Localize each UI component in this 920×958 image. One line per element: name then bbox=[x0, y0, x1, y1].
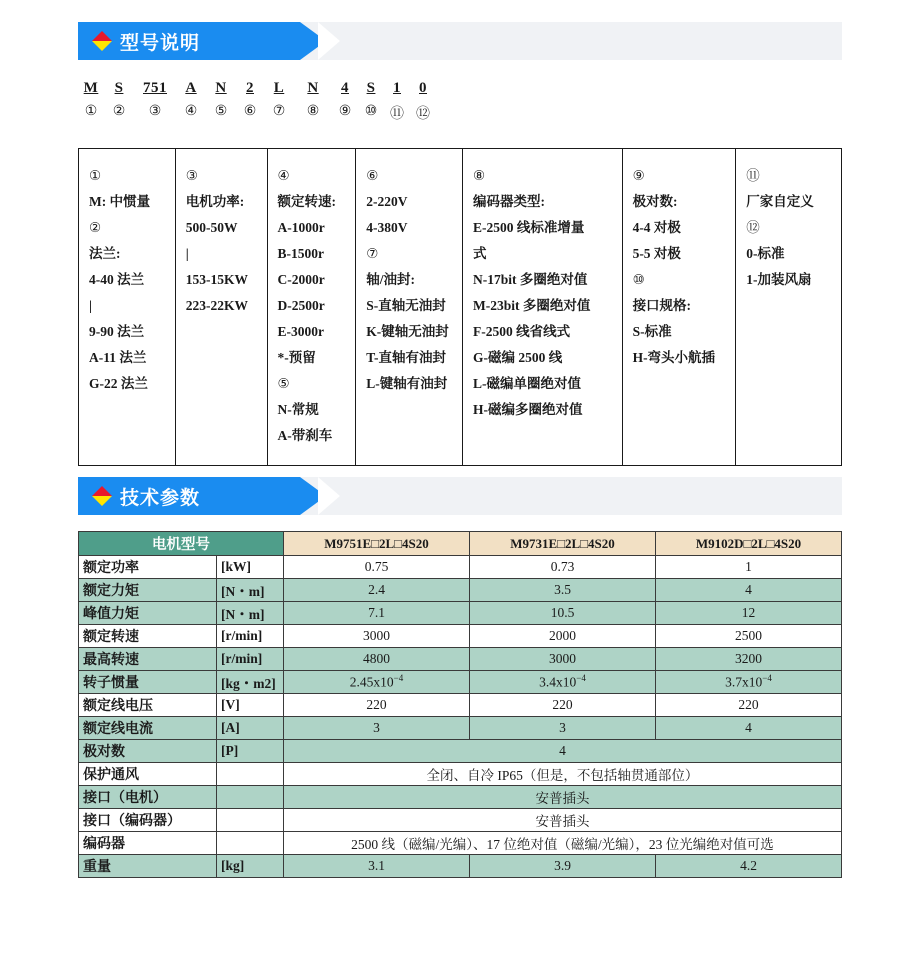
model-code-letter: 0 bbox=[419, 80, 427, 96]
row-value: 2000 bbox=[470, 625, 656, 648]
model-code-letter: S bbox=[114, 80, 124, 96]
model-code-letter: N bbox=[215, 80, 227, 96]
spec-line: 500-50W bbox=[185, 220, 238, 235]
row-value: 2500 bbox=[656, 625, 842, 648]
section-title-tech-params: 技术参数 bbox=[120, 487, 201, 509]
spec-line: 额定转速: bbox=[277, 194, 337, 209]
table-row bbox=[79, 832, 842, 855]
row-value: 0.73 bbox=[470, 556, 656, 579]
table-row bbox=[79, 556, 842, 579]
spec-line: H-磁编多圈绝对值 bbox=[473, 402, 583, 417]
table-row bbox=[79, 648, 842, 671]
row-value: 4800 bbox=[284, 648, 470, 671]
spec-line: 4-380V bbox=[366, 220, 408, 235]
spec-line: E-3000r bbox=[277, 324, 325, 339]
model-code-letter: S bbox=[366, 80, 376, 96]
spec-line: 223-22KW bbox=[185, 298, 248, 313]
row-value: 3000 bbox=[470, 648, 656, 671]
spec-line: C-2000r bbox=[277, 272, 325, 287]
spec-line: A-1000r bbox=[277, 220, 325, 235]
table-row bbox=[79, 671, 842, 694]
section-title-model-spec: 型号说明 bbox=[120, 32, 201, 54]
spec-line: S-标准 bbox=[632, 324, 672, 339]
model-code-letter: 2 bbox=[246, 80, 254, 96]
row-value: 12 bbox=[656, 602, 842, 625]
spec-line: 式 bbox=[473, 246, 487, 261]
table-row bbox=[79, 855, 842, 878]
model-code-index: ⑦ bbox=[272, 104, 286, 119]
row-value: 3.5 bbox=[470, 579, 656, 602]
spec-line: 0-标准 bbox=[746, 246, 785, 261]
spec-line: L-键轴有油封 bbox=[366, 376, 448, 391]
section-banner-model-spec bbox=[78, 22, 842, 60]
diamond-icon bbox=[92, 31, 112, 51]
row-value: 3000 bbox=[284, 625, 470, 648]
row-label: 额定线电压 bbox=[79, 694, 217, 717]
spec-line: 5-5 对极 bbox=[632, 246, 681, 261]
table-row bbox=[79, 763, 842, 786]
row-unit: [kW] bbox=[217, 556, 284, 579]
spec-line: 1-加装风扇 bbox=[746, 272, 812, 287]
row-value: 2.4 bbox=[284, 579, 470, 602]
row-value: $3.7x10^{-4}$ bbox=[656, 671, 842, 694]
spec-line: A-11 法兰 bbox=[89, 350, 147, 365]
model-code-segment bbox=[384, 80, 410, 123]
table-row bbox=[79, 602, 842, 625]
row-unit: [N・m] bbox=[217, 579, 284, 602]
spec-line: 法兰: bbox=[89, 246, 121, 261]
spec-line: M-23bit 多圈绝对值 bbox=[473, 298, 591, 313]
banner-blue-bar bbox=[78, 477, 300, 515]
model-code-index: ⑩ bbox=[364, 104, 378, 119]
spec-line: 编码器类型: bbox=[473, 194, 546, 209]
table-row bbox=[79, 809, 842, 832]
spec-index-marker: ⑪ bbox=[746, 168, 760, 183]
spec-line: L-磁编单圈绝对值 bbox=[473, 376, 582, 391]
model-code-segment bbox=[264, 80, 294, 123]
row-label: 额定力矩 bbox=[79, 579, 217, 602]
spec-line: 轴/油封: bbox=[366, 272, 416, 287]
spec-line: K-键轴无油封 bbox=[366, 324, 449, 339]
model-code-segment bbox=[410, 80, 436, 123]
section-banner-tech-params bbox=[78, 477, 842, 515]
row-value: 220 bbox=[284, 694, 470, 717]
row-unit bbox=[217, 763, 284, 786]
model-code-segment bbox=[236, 80, 264, 123]
model-spec-column bbox=[623, 149, 737, 465]
row-unit: [P] bbox=[217, 740, 284, 763]
row-label: 额定功率 bbox=[79, 556, 217, 579]
row-unit: [kg] bbox=[217, 855, 284, 878]
model-code-segment bbox=[294, 80, 332, 123]
spec-index-marker: ⑧ bbox=[473, 168, 486, 183]
spec-line: G-磁编 2500 线 bbox=[473, 350, 563, 365]
row-value: 220 bbox=[656, 694, 842, 717]
row-value: 220 bbox=[470, 694, 656, 717]
header-model-name: M9102D□2L□4S20 bbox=[656, 532, 842, 556]
table-row bbox=[79, 786, 842, 809]
row-value: $2.45x10^{-4}$ bbox=[284, 671, 470, 694]
model-code-index: ⑧ bbox=[306, 104, 320, 119]
model-spec-column bbox=[176, 149, 268, 465]
header-model-name: M9751E□2L□4S20 bbox=[284, 532, 470, 556]
model-code-segment bbox=[206, 80, 236, 123]
row-value: 3.1 bbox=[284, 855, 470, 878]
model-code-letter: 751 bbox=[143, 80, 167, 96]
spec-line: | bbox=[89, 298, 92, 313]
spec-line: N-常规 bbox=[277, 402, 319, 417]
row-value: 4 bbox=[656, 579, 842, 602]
row-value: 3 bbox=[470, 717, 656, 740]
spec-line: N-17bit 多圈绝对值 bbox=[473, 272, 588, 287]
spec-line: A-带刹车 bbox=[277, 428, 333, 443]
row-label: 极对数 bbox=[79, 740, 217, 763]
row-value: 7.1 bbox=[284, 602, 470, 625]
row-value: 3200 bbox=[656, 648, 842, 671]
table-row bbox=[79, 694, 842, 717]
row-label: 额定线电流 bbox=[79, 717, 217, 740]
spec-line: T-直轴有油封 bbox=[366, 350, 447, 365]
row-unit: [A] bbox=[217, 717, 284, 740]
spec-line: G-22 法兰 bbox=[89, 376, 148, 391]
row-value-merged: 安普插头 bbox=[284, 809, 842, 832]
spec-line: | bbox=[185, 246, 189, 261]
row-unit: [kg・m2] bbox=[217, 671, 284, 694]
row-value-merged: 全闭、自冷 IP65（但是，不包括轴贯通部位） bbox=[284, 763, 842, 786]
row-value: $3.4x10^{-4}$ bbox=[470, 671, 656, 694]
row-value: 1 bbox=[656, 556, 842, 579]
model-code-letter: A bbox=[185, 80, 197, 96]
spec-line: M: 中惯量 bbox=[89, 194, 151, 209]
row-value-merged: 安普插头 bbox=[284, 786, 842, 809]
row-label: 接口（电机） bbox=[79, 786, 217, 809]
spec-line: 2-220V bbox=[366, 194, 408, 209]
spec-index-marker: ④ bbox=[277, 168, 290, 183]
model-code-letter: 4 bbox=[341, 80, 349, 96]
model-code-index: ⑥ bbox=[243, 104, 257, 119]
row-label: 额定转速 bbox=[79, 625, 217, 648]
banner-blue-bar bbox=[78, 22, 300, 60]
model-code-row bbox=[78, 80, 478, 123]
header-model-name: M9731E□2L□4S20 bbox=[470, 532, 656, 556]
model-code-index: ① bbox=[84, 104, 98, 119]
spec-index-marker: ⑫ bbox=[746, 220, 760, 235]
row-unit: [N・m] bbox=[217, 602, 284, 625]
model-spec-column bbox=[736, 149, 841, 465]
spec-line: 电机功率: bbox=[185, 194, 245, 209]
model-code-index: ③ bbox=[148, 104, 162, 119]
row-value-merged: 2500 线（磁编/光编）、17 位绝对值（磁编/光编），23 位光编绝对值可选 bbox=[284, 832, 842, 855]
model-code-segment bbox=[176, 80, 206, 123]
model-code-segment bbox=[332, 80, 358, 123]
spec-index-marker: ⑥ bbox=[366, 168, 379, 183]
row-label: 最高转速 bbox=[79, 648, 217, 671]
row-value: 3.9 bbox=[470, 855, 656, 878]
banner-notch bbox=[318, 477, 340, 515]
model-spec-column bbox=[463, 149, 623, 465]
spec-index-marker: ② bbox=[89, 220, 102, 235]
model-code-letter: M bbox=[83, 80, 99, 96]
spec-index-marker: ① bbox=[89, 168, 102, 183]
model-code-segment bbox=[78, 80, 104, 123]
spec-index-marker: ⑨ bbox=[632, 168, 645, 183]
row-value: 4.2 bbox=[656, 855, 842, 878]
model-spec-column bbox=[356, 149, 463, 465]
model-code-index: ② bbox=[112, 104, 126, 119]
spec-line: D-2500r bbox=[277, 298, 325, 313]
model-code-index: ⑪ bbox=[390, 107, 404, 122]
row-label: 编码器 bbox=[79, 832, 217, 855]
spec-index-marker: ③ bbox=[185, 168, 198, 183]
spec-line: E-2500 线标准增量 bbox=[473, 220, 585, 235]
model-code-letter: L bbox=[273, 80, 285, 96]
row-unit: [r/min] bbox=[217, 625, 284, 648]
table-row bbox=[79, 579, 842, 602]
spec-line: 153-15KW bbox=[185, 272, 248, 287]
row-value: 3 bbox=[284, 717, 470, 740]
row-unit: [V] bbox=[217, 694, 284, 717]
row-unit bbox=[217, 786, 284, 809]
model-code-index: ④ bbox=[184, 104, 198, 119]
table-row bbox=[79, 717, 842, 740]
spec-line: B-1500r bbox=[277, 246, 325, 261]
model-code-segment bbox=[104, 80, 134, 123]
spec-index-marker: ⑦ bbox=[366, 246, 379, 261]
spec-line: 9-90 法兰 bbox=[89, 324, 145, 339]
spec-line: *-预留 bbox=[277, 350, 316, 365]
model-code-segment bbox=[134, 80, 176, 123]
spec-line: 4-4 对极 bbox=[632, 220, 681, 235]
row-unit: [r/min] bbox=[217, 648, 284, 671]
row-label: 重量 bbox=[79, 855, 217, 878]
banner-notch bbox=[318, 22, 340, 60]
row-label: 保护通风 bbox=[79, 763, 217, 786]
table-row bbox=[79, 740, 842, 763]
spec-line: 接口规格: bbox=[632, 298, 692, 313]
spec-index-marker: ⑩ bbox=[632, 272, 645, 287]
row-unit bbox=[217, 832, 284, 855]
row-value: 4 bbox=[656, 717, 842, 740]
spec-line: 厂家自定义 bbox=[746, 194, 814, 209]
model-code-segment bbox=[358, 80, 384, 123]
model-code-index: ⑨ bbox=[338, 104, 352, 119]
row-label: 转子惯量 bbox=[79, 671, 217, 694]
technical-parameters-table bbox=[78, 531, 842, 878]
spec-line: 极对数: bbox=[632, 194, 678, 209]
table-row bbox=[79, 625, 842, 648]
model-code-index: ⑫ bbox=[416, 107, 430, 122]
model-spec-column bbox=[268, 149, 357, 465]
model-code-letter: 1 bbox=[393, 80, 401, 96]
spec-line: 4-40 法兰 bbox=[89, 272, 145, 287]
model-code-index: ⑤ bbox=[214, 104, 228, 119]
row-value-merged: 4 bbox=[284, 740, 842, 763]
row-label: 峰值力矩 bbox=[79, 602, 217, 625]
table-header-row bbox=[79, 532, 842, 556]
spec-index-marker: ⑤ bbox=[277, 376, 290, 391]
row-unit bbox=[217, 809, 284, 832]
spec-line: H-弯头小航插 bbox=[632, 350, 716, 365]
row-label: 接口（编码器） bbox=[79, 809, 217, 832]
model-code-letter: N bbox=[307, 80, 319, 96]
header-motor-model-label: 电机型号 bbox=[79, 532, 284, 556]
model-spec-column bbox=[79, 149, 176, 465]
model-explanation-table bbox=[78, 148, 842, 466]
diamond-icon bbox=[92, 486, 112, 506]
row-value: 10.5 bbox=[470, 602, 656, 625]
row-value: 0.75 bbox=[284, 556, 470, 579]
spec-line: F-2500 线省线式 bbox=[473, 324, 571, 339]
spec-line: S-直轴无油封 bbox=[366, 298, 446, 313]
